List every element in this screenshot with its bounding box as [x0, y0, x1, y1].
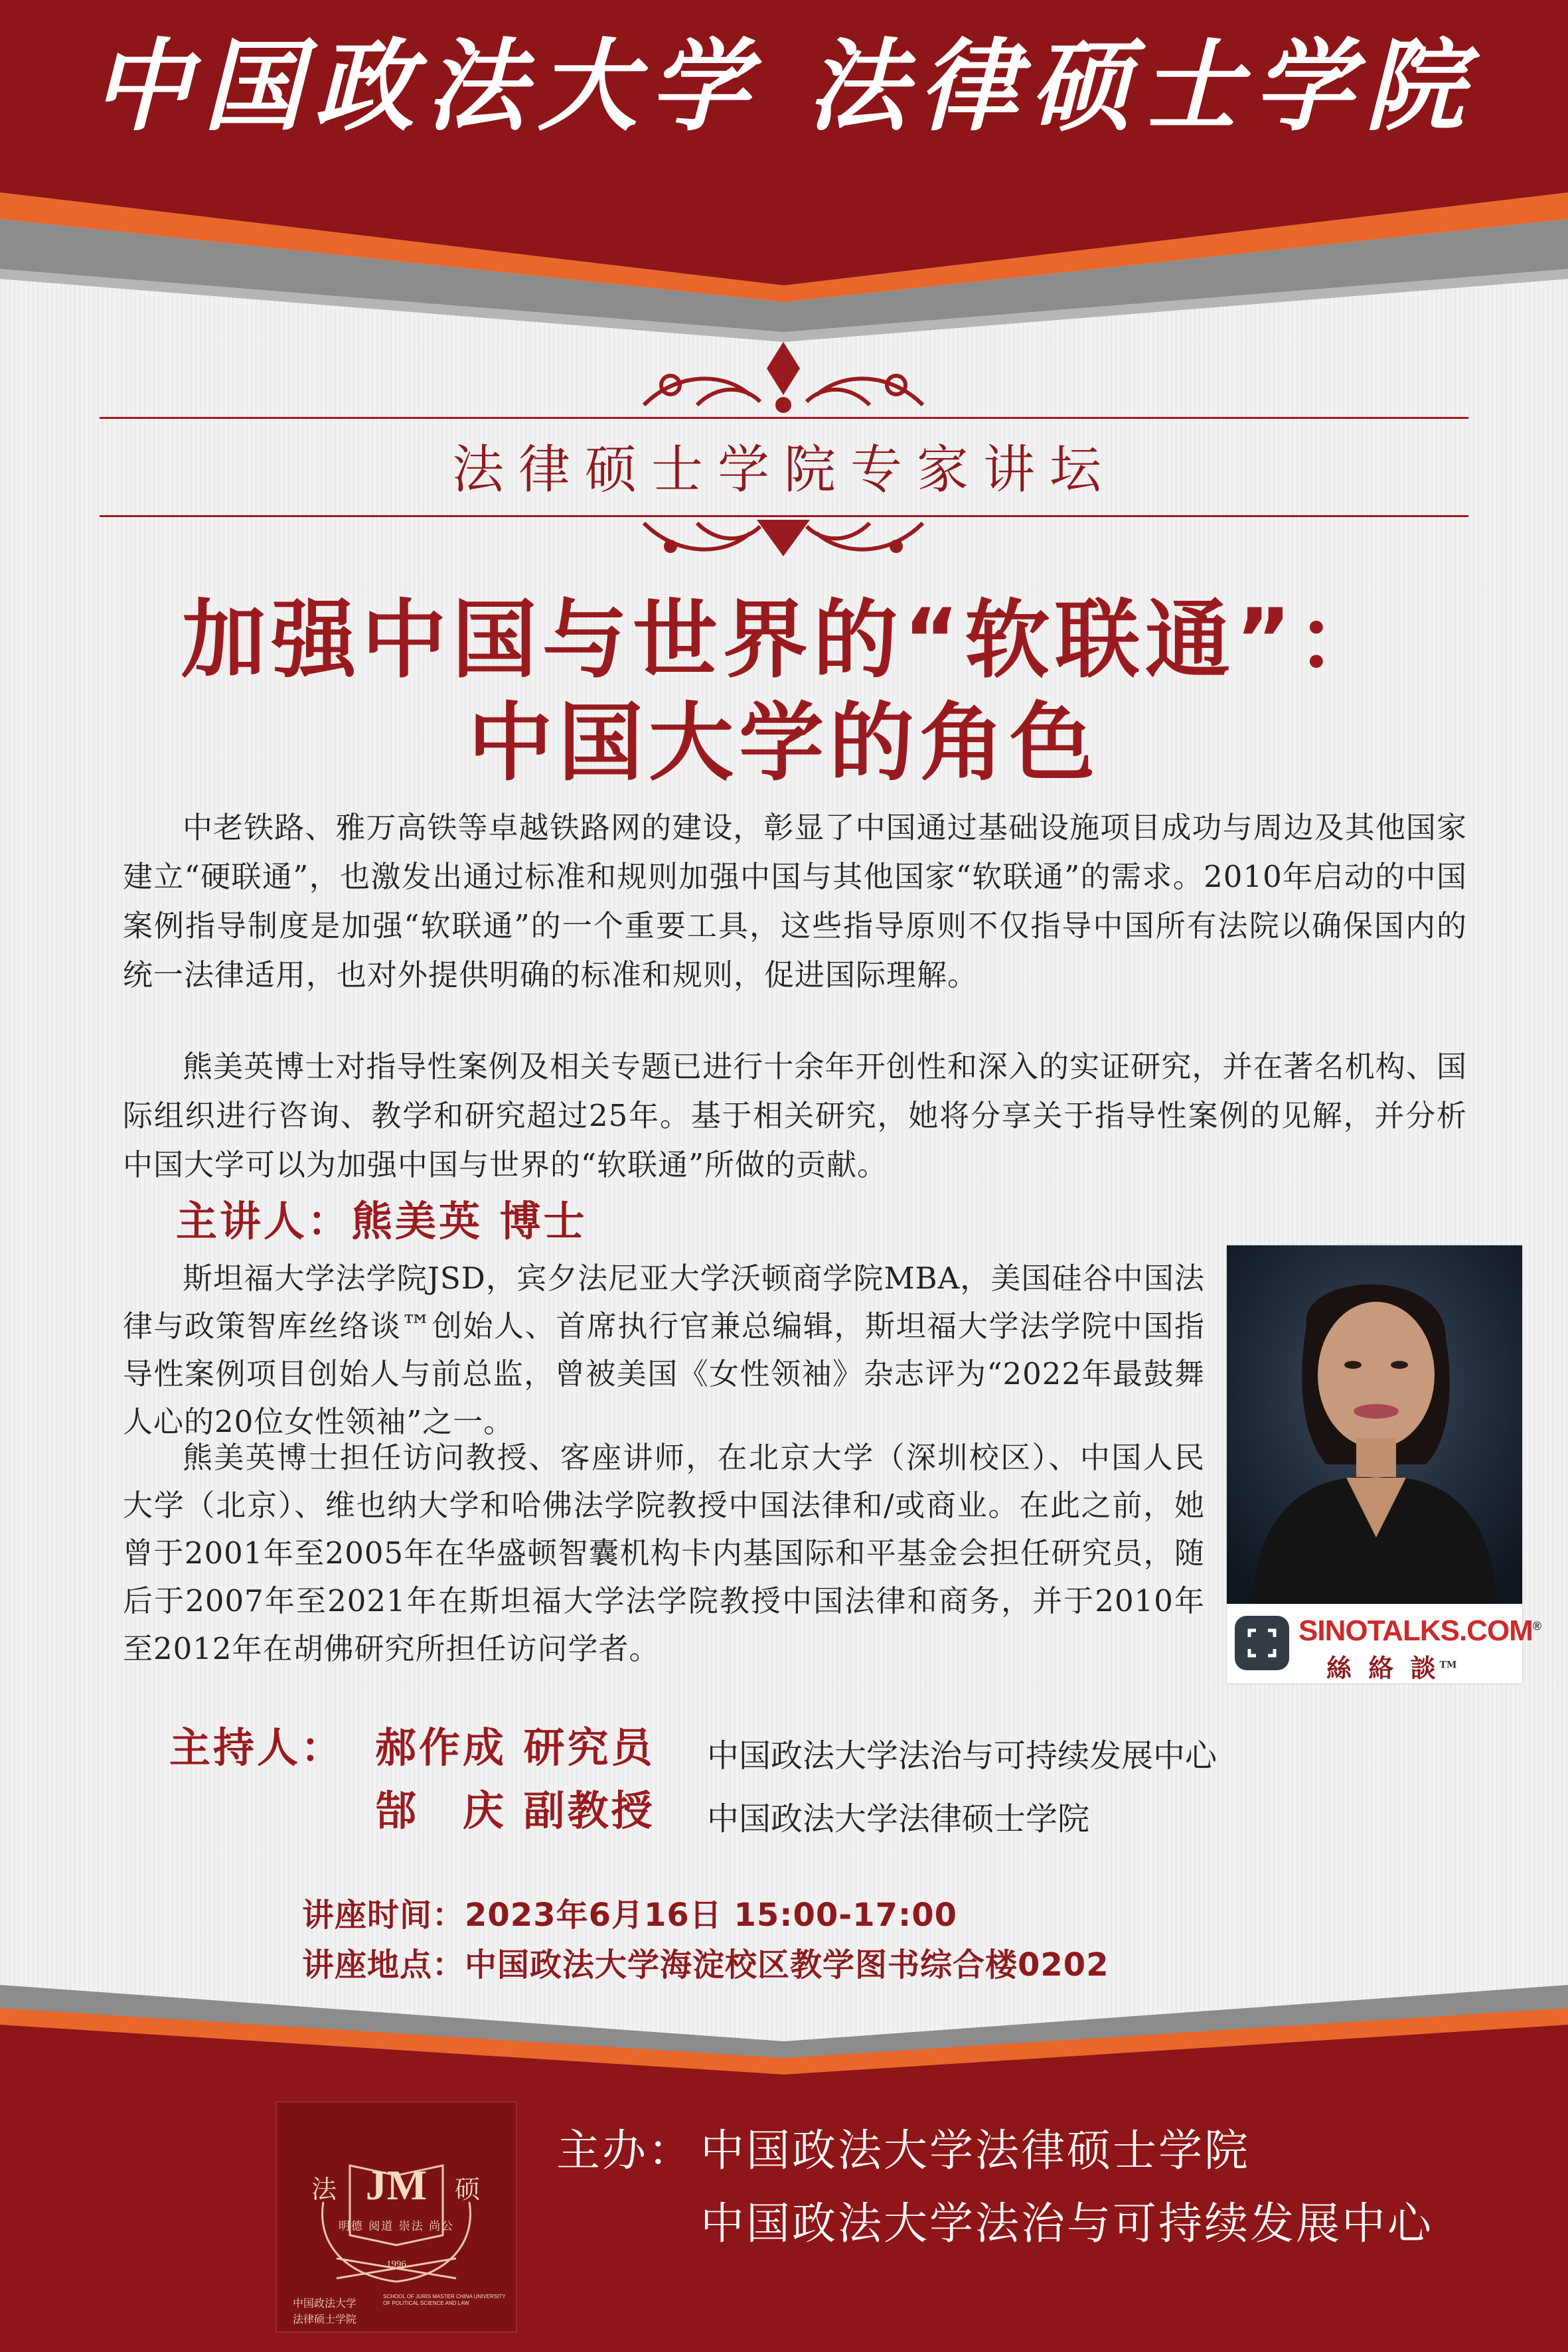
- lecture-title-line2: 中国大学的角色: [467, 694, 1100, 793]
- host2-org: 中国政法大学法律硕士学院: [707, 1800, 1090, 1838]
- speaker-bio-2: 熊美英博士担任访问教授、客座讲师，在北京大学（深圳校区）、中国人民大学（北京）、维也纳大学和哈佛法学院教授中国法律和/或商业。在此之前，她曾于2001年至2005年在华盛顿智囊机构卡内基国际和平基金会担任研究员，随后于2007年至2021年在斯坦福大学法学院教授中国法律和商务，并于2010年至2012年在胡佛研究所担任访问学者。: [123, 1440, 1205, 1666]
- logo-center: JM: [365, 2161, 428, 2209]
- sinotalks-cn: 絲 絡 談™: [1326, 1653, 1457, 1683]
- hosts-label: 主持人：: [169, 1723, 345, 1772]
- forum-title: 法律硕士学院专家讲坛: [451, 440, 1116, 500]
- intro-paragraph-2: 熊美英博士对指导性案例及相关专题已进行十余年开创性和深入的实证研究，并在著名机构、国际组织进行咨询、教学和研究超过25年。基于相关研究，她将分享关于指导性案例的见解，并分析中国大学可以为加强中国与世界的“软联通”所做的贡献。: [123, 1049, 1467, 1182]
- forum-rule-top: [100, 417, 1468, 419]
- sinotalks-name: SINOTALKS.COM®: [1298, 1614, 1541, 1647]
- logo-left-char: 法: [311, 2175, 337, 2204]
- lecture-location: 讲座地点：中国政法大学海淀校区教学图书综合楼0202: [302, 1946, 1109, 1984]
- logo-cn-name-2: 法律硕士学院: [293, 2313, 357, 2325]
- host1-name: 郝作成 研究员: [375, 1723, 655, 1772]
- lecture-time: 讲座时间：2023年6月16日 15:00-17:00: [302, 1897, 958, 1934]
- sinotalks-logo: [1227, 1604, 1541, 1684]
- speaker-bio-1: 斯坦福大学法学院JSD，宾夕法尼亚大学沃顿商学院MBA，美国硅谷中国法律与政策智库丝络谈™创始人、首席执行官兼总编辑，斯坦福大学法学院中国指导性案例项目创始人与前总监，曾被美国《女性领袖》杂志评为“2022年最鼓舞人心的20位女性领袖”之一。: [123, 1261, 1205, 1439]
- speaker-portrait: [1227, 1245, 1522, 1604]
- university-title: 中国政法大学 法律硕士学院: [91, 28, 1477, 145]
- host1-org: 中国政法大学法治与可持续发展中心: [707, 1737, 1217, 1774]
- sinotalks-icon: [1235, 1616, 1289, 1670]
- organizer-1: 中国政法大学法律硕士学院: [700, 2125, 1250, 2176]
- logo-en-name: SCHOOL OF JURIS MASTER CHINA UNIVERSITY OF POLITICAL SCIENCE AND LAW: [383, 2294, 506, 2306]
- logo-cn-name-1: 中国政法大学: [293, 2297, 357, 2310]
- host2-name: 郜 庆 副教授: [375, 1786, 655, 1835]
- logo-year: 1996: [386, 2259, 406, 2270]
- speaker-heading: 主讲人：熊美英 博士: [176, 1197, 588, 1245]
- logo-right-char: 硕: [455, 2175, 481, 2204]
- organizer-2: 中国政法大学法治与可持续发展中心: [700, 2198, 1433, 2249]
- school-logo: [275, 2101, 517, 2333]
- ornament-top: [617, 332, 949, 418]
- organizer-label: 主办：: [556, 2125, 694, 2176]
- lecture-title-line1: 加强中国与世界的“软联通”：: [181, 591, 1387, 690]
- speaker-photo: [1227, 1245, 1541, 1684]
- logo-motto: 明德 阅道 崇法 尚公: [338, 2220, 455, 2233]
- intro-paragraph-1: 中老铁路、雅万高铁等卓越铁路网的建设，彰显了中国通过基础设施项目成功与周边及其他国家建立“硬联通”，也激发出通过标准和规则加强中国与其他国家“软联通”的需求。2010年启动的中国案例指导制度是加强“软联通”的一个重要工具，这些指导原则不仅指导中国所有法院以确保国内的统一法律适用，也对外提供明确的标准和规则，促进国际理解。: [123, 810, 1467, 992]
- ornament-bottom: [617, 516, 949, 589]
